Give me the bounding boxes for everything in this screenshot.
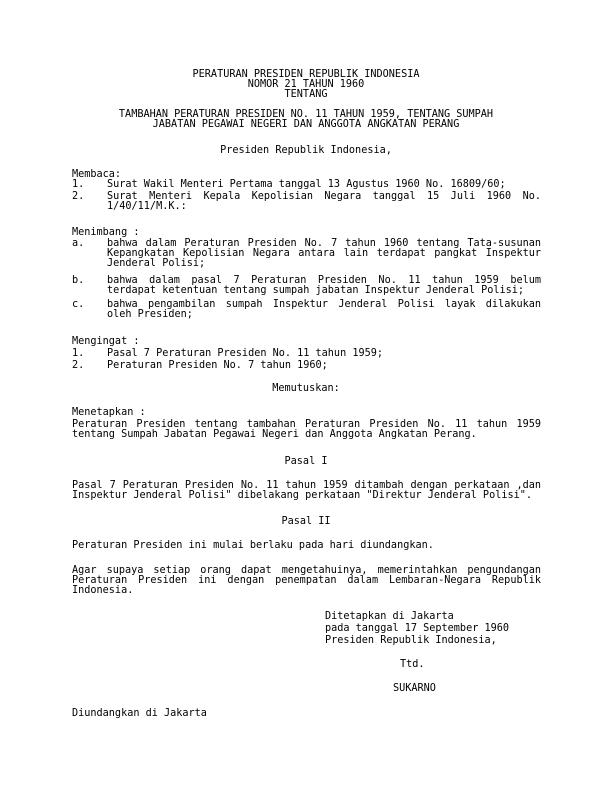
document-number: NOMOR 21 TAHUN 1960 — [247, 79, 365, 90]
signatory-name: SUKARNO — [393, 683, 436, 694]
menimbang-item-a-label: a. — [72, 238, 85, 249]
signature-date: pada tanggal 17 September 1960 — [325, 623, 510, 634]
pasal-2-text: Peraturan Presiden ini mulai berlaku pada hari diundangkan. — [72, 540, 434, 551]
membaca-item-2-text: Surat Menteri Kepala Kepolisian Negara tanggal 15 Juli 1960 No. 1/40/11/M.K.: — [107, 191, 541, 212]
membaca-heading: Membaca: — [72, 169, 122, 180]
membaca-item-1-number: 1. — [72, 179, 85, 190]
mengingat-item-2-number: 2. — [72, 360, 85, 371]
promulgation-place: Diundangkan di Jakarta — [72, 708, 207, 719]
menetapkan-heading: Menetapkan : — [72, 407, 146, 418]
signature-place: Ditetapkan di Jakarta — [325, 611, 454, 622]
mengingat-item-1-text: Pasal 7 Peraturan Presiden No. 11 tahun 1959; — [107, 348, 384, 359]
document-about: TENTANG — [284, 89, 328, 100]
menimbang-item-b-label: b. — [72, 275, 85, 286]
menimbang-item-b-text: bahwa dalam pasal 7 Peraturan Presiden No. 11 tahun 1959 belum terdapat ketentuan tentang sumpah jabatan Inspektur Jenderal Polisi; — [107, 275, 541, 296]
menimbang-item-c-text: bahwa pengambilan sumpah Inspektur Jenderal Polisi layak dilakukan oleh Presiden; — [107, 299, 541, 320]
signature-ttd: Ttd. — [400, 659, 425, 670]
pasal-1-text: Pasal 7 Peraturan Presiden No. 11 tahun 1959 ditambah dengan perkataan ,dan Inspektur Jenderal Polisi" dibelakang perkataan "Direktur Jenderal Polisi". — [72, 480, 541, 501]
signature-office: Presiden Republik Indonesia, — [325, 635, 497, 646]
mengingat-heading: Mengingat : — [72, 336, 140, 347]
closing-paragraph: Agar supaya setiap orang dapat mengetahuinya, memerintahkan pengundangan Peraturan Presiden ini dengan penempatan dalam Lembaran-Negara Republik Indonesia. — [72, 565, 541, 596]
memutuskan-heading: Memutuskan: — [272, 383, 340, 394]
mengingat-item-1-number: 1. — [72, 348, 85, 359]
mengingat-item-2-text: Peraturan Presiden No. 7 tahun 1960; — [107, 360, 328, 371]
membaca-item-2-number: 2. — [72, 191, 85, 202]
pasal-1-heading: Pasal I — [284, 456, 328, 467]
menimbang-heading: Menimbang : — [72, 227, 140, 238]
membaca-item-1-text: Surat Wakil Menteri Pertama tanggal 13 Agustus 1960 No. 16809/60; — [107, 179, 506, 190]
document-subject-line-1: TAMBAHAN PERATURAN PRESIDEN NO. 11 TAHUN 1959, TENTANG SUMPAH — [118, 109, 494, 120]
menetapkan-text: Peraturan Presiden tentang tambahan Peraturan Presiden No. 11 tahun 1959 tentang Sumpah Jabatan Pegawai Negeri dan Anggota Angkatan Perang. — [72, 419, 541, 440]
pasal-2-heading: Pasal II — [281, 516, 331, 527]
issuer-line: Presiden Republik Indonesia, — [220, 145, 392, 156]
document-subject-line-2: JABATAN PEGAWAI NEGERI DAN ANGGOTA ANGKATAN PERANG — [152, 119, 460, 130]
document-title: PERATURAN PRESIDEN REPUBLIK INDONESIA — [192, 69, 420, 80]
menimbang-item-a-text: bahwa dalam Peraturan Presiden No. 7 tahun 1960 tentang Tata-susunan Kepangkatan Kepolisian Negara antara lain terdapat pangkat Inspektur Jenderal Polisi; — [107, 238, 541, 269]
menimbang-item-c-label: c. — [72, 299, 85, 310]
